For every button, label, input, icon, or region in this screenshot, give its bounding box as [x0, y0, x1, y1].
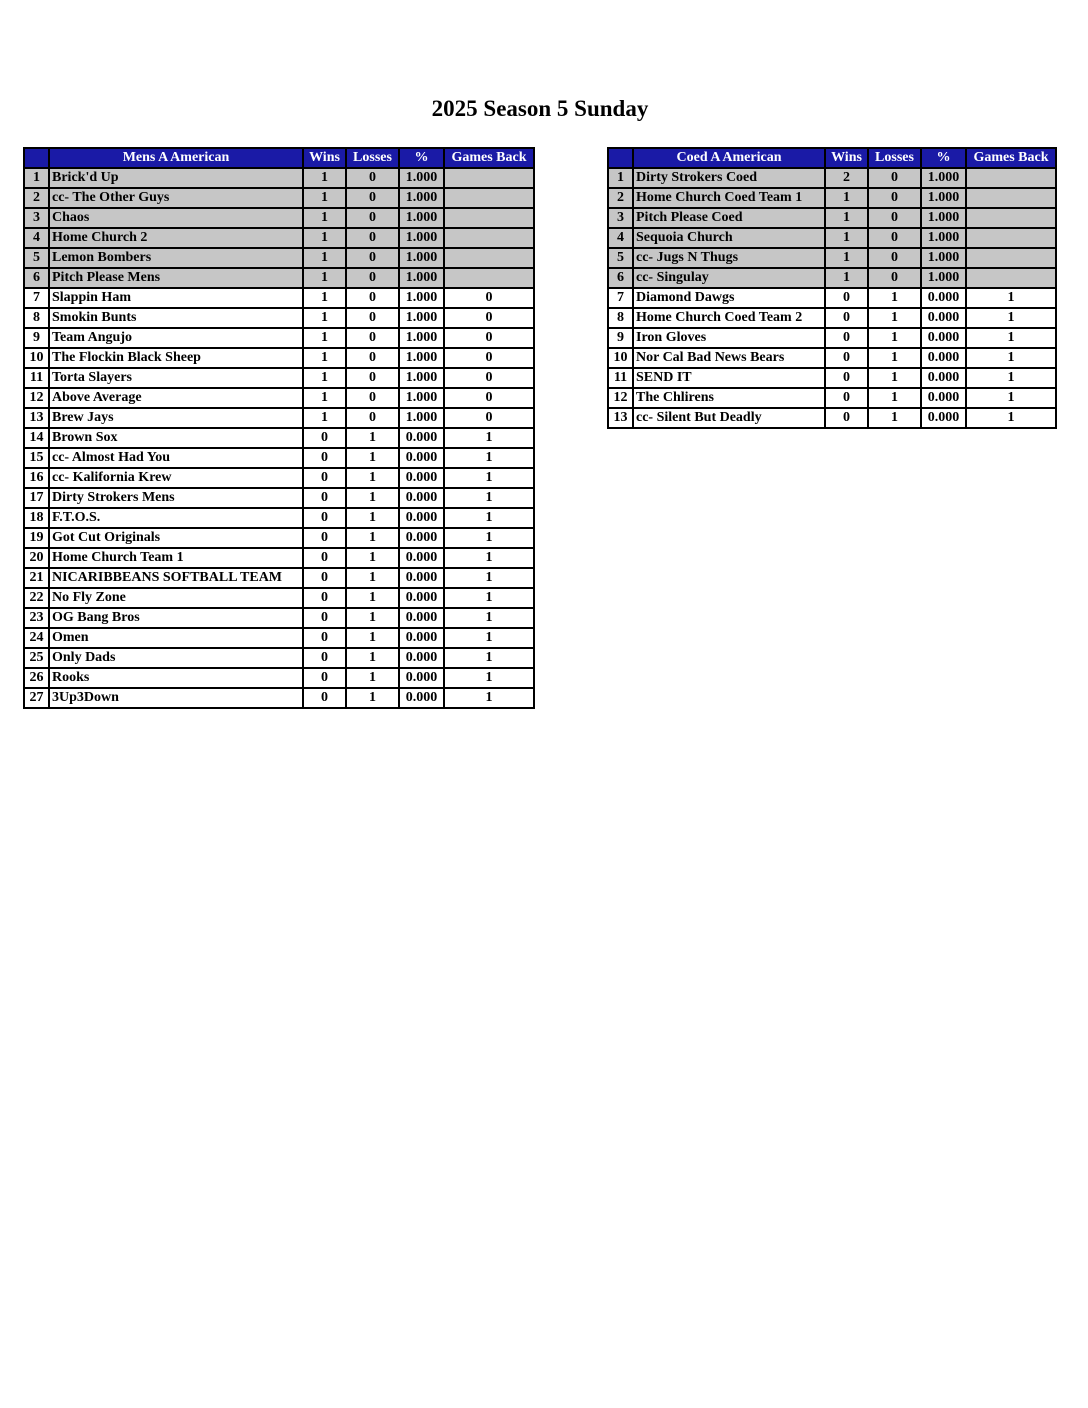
losses-cell: 0	[346, 308, 399, 328]
rank-cell: 10	[24, 348, 49, 368]
rank-cell: 3	[24, 208, 49, 228]
losses-cell: 1	[868, 368, 921, 388]
team-name-cell: Above Average	[49, 388, 303, 408]
table-row	[608, 368, 1056, 388]
table-row	[24, 168, 534, 188]
rank-cell: 1	[608, 168, 633, 188]
team-name-cell: Pitch Please Coed	[633, 208, 825, 228]
losses-cell: 0	[868, 228, 921, 248]
wins-cell: 0	[303, 488, 346, 508]
pct-cell: 0.000	[921, 408, 966, 428]
pct-cell: 1.000	[921, 248, 966, 268]
games-back-cell	[966, 168, 1056, 188]
team-name-cell: Team Angujo	[49, 328, 303, 348]
table-row	[608, 288, 1056, 308]
table-row	[24, 508, 534, 528]
games-back-cell: 1	[444, 448, 534, 468]
pct-header: %	[921, 148, 966, 168]
rank-cell: 3	[608, 208, 633, 228]
pct-cell: 0.000	[399, 628, 444, 648]
losses-cell: 0	[346, 248, 399, 268]
pct-cell: 1.000	[921, 208, 966, 228]
pct-cell: 1.000	[399, 168, 444, 188]
team-name-cell: The Chlirens	[633, 388, 825, 408]
wins-cell: 1	[303, 288, 346, 308]
pct-cell: 0.000	[921, 288, 966, 308]
rank-cell: 11	[608, 368, 633, 388]
pct-cell: 1.000	[921, 188, 966, 208]
pct-cell: 0.000	[921, 328, 966, 348]
losses-cell: 1	[346, 608, 399, 628]
table-row	[608, 388, 1056, 408]
games-back-cell	[966, 188, 1056, 208]
table-row	[24, 608, 534, 628]
games-back-cell	[966, 228, 1056, 248]
team-name-cell: Lemon Bombers	[49, 248, 303, 268]
wins-cell: 1	[303, 328, 346, 348]
games-back-cell	[966, 248, 1056, 268]
rank-cell: 12	[608, 388, 633, 408]
losses-cell: 0	[346, 368, 399, 388]
table-row	[24, 348, 534, 368]
pct-cell: 0.000	[399, 668, 444, 688]
rank-cell: 13	[608, 408, 633, 428]
losses-cell: 0	[346, 168, 399, 188]
team-name-cell: Got Cut Originals	[49, 528, 303, 548]
wins-cell: 0	[303, 588, 346, 608]
losses-header: Losses	[346, 148, 399, 168]
coed-standings-table	[607, 147, 1057, 429]
table-row	[24, 428, 534, 448]
losses-cell: 1	[346, 488, 399, 508]
team-name-cell: Diamond Dawgs	[633, 288, 825, 308]
wins-cell: 0	[303, 528, 346, 548]
wins-cell: 0	[303, 688, 346, 708]
team-name-cell: Dirty Strokers Mens	[49, 488, 303, 508]
pct-cell: 1.000	[399, 368, 444, 388]
pct-header: %	[399, 148, 444, 168]
wins-cell: 1	[303, 208, 346, 228]
table-row	[24, 648, 534, 668]
rank-cell: 20	[24, 548, 49, 568]
losses-cell: 0	[346, 328, 399, 348]
games-back-cell	[444, 208, 534, 228]
wins-cell: 0	[303, 448, 346, 468]
table-row	[24, 368, 534, 388]
team-name-cell: Home Church 2	[49, 228, 303, 248]
games-back-cell: 1	[444, 588, 534, 608]
losses-cell: 1	[868, 388, 921, 408]
games-back-cell	[444, 188, 534, 208]
games-back-cell: 1	[444, 488, 534, 508]
games-back-cell: 0	[444, 388, 534, 408]
table-row	[24, 208, 534, 228]
wins-cell: 1	[303, 168, 346, 188]
games-back-cell: 1	[444, 608, 534, 628]
table-row	[24, 488, 534, 508]
rank-cell: 4	[24, 228, 49, 248]
wins-cell: 0	[303, 568, 346, 588]
losses-cell: 1	[346, 468, 399, 488]
losses-cell: 1	[346, 528, 399, 548]
wins-cell: 0	[303, 468, 346, 488]
games-back-cell: 0	[444, 288, 534, 308]
losses-cell: 1	[346, 688, 399, 708]
table-row	[24, 448, 534, 468]
wins-cell: 0	[303, 508, 346, 528]
team-name-cell: NICARIBBEANS SOFTBALL TEAM	[49, 568, 303, 588]
rank-cell: 8	[608, 308, 633, 328]
losses-cell: 0	[346, 288, 399, 308]
games-back-cell: 1	[444, 548, 534, 568]
pct-cell: 1.000	[399, 188, 444, 208]
games-back-cell: 0	[444, 328, 534, 348]
losses-cell: 1	[868, 308, 921, 328]
losses-cell: 0	[868, 208, 921, 228]
wins-cell: 1	[825, 248, 868, 268]
losses-cell: 1	[346, 588, 399, 608]
pct-cell: 0.000	[399, 428, 444, 448]
wins-cell: 1	[303, 188, 346, 208]
losses-cell: 1	[346, 548, 399, 568]
rank-header	[608, 148, 633, 168]
wins-cell: 1	[303, 368, 346, 388]
team-name-cell: cc- Kalifornia Krew	[49, 468, 303, 488]
wins-cell: 1	[825, 208, 868, 228]
pct-cell: 1.000	[399, 408, 444, 428]
rank-cell: 18	[24, 508, 49, 528]
games-back-cell: 1	[444, 648, 534, 668]
pct-cell: 0.000	[399, 548, 444, 568]
wins-cell: 0	[825, 328, 868, 348]
rank-cell: 2	[608, 188, 633, 208]
wins-cell: 1	[303, 248, 346, 268]
team-name-cell: Brick'd Up	[49, 168, 303, 188]
team-name-cell: Brown Sox	[49, 428, 303, 448]
wins-cell: 0	[825, 348, 868, 368]
wins-cell: 0	[303, 608, 346, 628]
rank-cell: 13	[24, 408, 49, 428]
rank-cell: 6	[24, 268, 49, 288]
pct-cell: 0.000	[399, 468, 444, 488]
games-back-cell	[444, 228, 534, 248]
pct-cell: 0.000	[399, 608, 444, 628]
pct-cell: 1.000	[399, 348, 444, 368]
table-row	[24, 528, 534, 548]
pct-cell: 1.000	[399, 388, 444, 408]
losses-cell: 1	[346, 628, 399, 648]
games-back-cell: 1	[444, 528, 534, 548]
rank-cell: 12	[24, 388, 49, 408]
games-back-cell: 1	[444, 688, 534, 708]
losses-cell: 1	[346, 508, 399, 528]
rank-cell: 15	[24, 448, 49, 468]
games-back-cell: 1	[966, 288, 1056, 308]
table-row	[24, 628, 534, 648]
table-row	[608, 168, 1056, 188]
team-name-cell: cc- Almost Had You	[49, 448, 303, 468]
rank-cell: 10	[608, 348, 633, 368]
wins-cell: 0	[825, 288, 868, 308]
games-back-cell: 1	[444, 628, 534, 648]
team-name-cell: Dirty Strokers Coed	[633, 168, 825, 188]
table-row	[24, 668, 534, 688]
table-row	[608, 208, 1056, 228]
team-name-cell: cc- Singulay	[633, 268, 825, 288]
losses-cell: 0	[346, 388, 399, 408]
pct-cell: 0.000	[399, 508, 444, 528]
table-header-row	[608, 148, 1056, 168]
wins-cell: 1	[825, 228, 868, 248]
losses-cell: 0	[868, 268, 921, 288]
games-back-cell: 1	[444, 508, 534, 528]
table-row	[608, 408, 1056, 428]
table-row	[24, 328, 534, 348]
rank-cell: 19	[24, 528, 49, 548]
games-back-cell	[444, 168, 534, 188]
team-name-cell: Pitch Please Mens	[49, 268, 303, 288]
losses-cell: 0	[868, 168, 921, 188]
games-back-cell: 1	[966, 368, 1056, 388]
team-name-cell: Torta Slayers	[49, 368, 303, 388]
rank-cell: 7	[608, 288, 633, 308]
rank-cell: 22	[24, 588, 49, 608]
team-name-cell: Nor Cal Bad News Bears	[633, 348, 825, 368]
rank-cell: 9	[24, 328, 49, 348]
games-back-cell: 1	[966, 328, 1056, 348]
table-row	[608, 308, 1056, 328]
pct-cell: 1.000	[921, 228, 966, 248]
pct-cell: 1.000	[921, 268, 966, 288]
losses-cell: 0	[346, 348, 399, 368]
rank-cell: 23	[24, 608, 49, 628]
team-name-cell: Home Church Team 1	[49, 548, 303, 568]
rank-cell: 1	[24, 168, 49, 188]
games-back-cell: 1	[966, 388, 1056, 408]
rank-cell: 11	[24, 368, 49, 388]
table-row	[24, 288, 534, 308]
losses-cell: 0	[346, 268, 399, 288]
rank-cell: 25	[24, 648, 49, 668]
team-name-cell: cc- Silent But Deadly	[633, 408, 825, 428]
losses-cell: 1	[868, 328, 921, 348]
table-row	[24, 228, 534, 248]
table-row	[24, 468, 534, 488]
wins-cell: 0	[825, 388, 868, 408]
games-back-cell: 1	[444, 568, 534, 588]
pct-cell: 1.000	[921, 168, 966, 188]
wins-header: Wins	[303, 148, 346, 168]
games-back-cell: 1	[444, 668, 534, 688]
pct-cell: 1.000	[399, 288, 444, 308]
rank-cell: 8	[24, 308, 49, 328]
rank-cell: 26	[24, 668, 49, 688]
team-name-cell: Chaos	[49, 208, 303, 228]
team-name-cell: Home Church Coed Team 2	[633, 308, 825, 328]
pct-cell: 1.000	[399, 308, 444, 328]
table-row	[24, 568, 534, 588]
pct-cell: 0.000	[399, 568, 444, 588]
rank-cell: 9	[608, 328, 633, 348]
losses-cell: 1	[346, 568, 399, 588]
rank-cell: 21	[24, 568, 49, 588]
losses-header: Losses	[868, 148, 921, 168]
wins-cell: 1	[303, 388, 346, 408]
team-name-cell: 3Up3Down	[49, 688, 303, 708]
pct-cell: 1.000	[399, 268, 444, 288]
team-name-cell: The Flockin Black Sheep	[49, 348, 303, 368]
pct-cell: 1.000	[399, 328, 444, 348]
pct-cell: 0.000	[921, 388, 966, 408]
losses-cell: 0	[346, 208, 399, 228]
pct-cell: 0.000	[921, 368, 966, 388]
losses-cell: 1	[868, 288, 921, 308]
losses-cell: 1	[868, 408, 921, 428]
wins-cell: 1	[303, 408, 346, 428]
wins-cell: 0	[303, 648, 346, 668]
wins-cell: 1	[825, 188, 868, 208]
rank-cell: 7	[24, 288, 49, 308]
rank-cell: 5	[24, 248, 49, 268]
wins-cell: 1	[825, 268, 868, 288]
games-back-header: Games Back	[444, 148, 534, 168]
team-name-cell: Home Church Coed Team 1	[633, 188, 825, 208]
pct-cell: 1.000	[399, 248, 444, 268]
page-title: 2025 Season 5 Sunday	[431, 96, 649, 121]
rank-cell: 2	[24, 188, 49, 208]
wins-cell: 1	[303, 348, 346, 368]
games-back-cell: 0	[444, 368, 534, 388]
games-back-cell	[444, 248, 534, 268]
losses-cell: 1	[346, 648, 399, 668]
rank-cell: 17	[24, 488, 49, 508]
wins-cell: 0	[303, 428, 346, 448]
division-header: Mens A American	[49, 148, 303, 168]
wins-cell: 0	[303, 668, 346, 688]
pct-cell: 1.000	[399, 228, 444, 248]
losses-cell: 0	[868, 188, 921, 208]
losses-cell: 0	[346, 408, 399, 428]
rank-cell: 14	[24, 428, 49, 448]
table-row	[608, 228, 1056, 248]
team-name-cell: Only Dads	[49, 648, 303, 668]
games-back-cell: 1	[966, 308, 1056, 328]
table-row	[24, 588, 534, 608]
team-name-cell: F.T.O.S.	[49, 508, 303, 528]
table-row	[608, 268, 1056, 288]
table-row	[608, 328, 1056, 348]
rank-cell: 4	[608, 228, 633, 248]
games-back-header: Games Back	[966, 148, 1056, 168]
team-name-cell: Slappin Ham	[49, 288, 303, 308]
wins-cell: 0	[303, 628, 346, 648]
team-name-cell: Brew Jays	[49, 408, 303, 428]
pct-cell: 0.000	[921, 348, 966, 368]
wins-cell: 0	[303, 548, 346, 568]
table-row	[24, 388, 534, 408]
table-row	[24, 688, 534, 708]
table-row	[24, 268, 534, 288]
team-name-cell: Smokin Bunts	[49, 308, 303, 328]
team-name-cell: Iron Gloves	[633, 328, 825, 348]
team-name-cell: cc- The Other Guys	[49, 188, 303, 208]
table-row	[24, 188, 534, 208]
games-back-cell	[966, 208, 1056, 228]
games-back-cell: 1	[444, 428, 534, 448]
pct-cell: 1.000	[399, 208, 444, 228]
losses-cell: 1	[868, 348, 921, 368]
losses-cell: 0	[868, 248, 921, 268]
table-header-row	[24, 148, 534, 168]
rank-cell: 16	[24, 468, 49, 488]
losses-cell: 0	[346, 228, 399, 248]
games-back-cell: 1	[444, 468, 534, 488]
pct-cell: 0.000	[399, 648, 444, 668]
mens-standings-table	[23, 147, 535, 709]
pct-cell: 0.000	[399, 688, 444, 708]
games-back-cell: 1	[966, 348, 1056, 368]
rank-cell: 6	[608, 268, 633, 288]
team-name-cell: Omen	[49, 628, 303, 648]
games-back-cell: 0	[444, 308, 534, 328]
table-row	[608, 188, 1056, 208]
wins-cell: 0	[825, 368, 868, 388]
wins-cell: 0	[825, 408, 868, 428]
team-name-cell: cc- Jugs N Thugs	[633, 248, 825, 268]
table-row	[24, 308, 534, 328]
games-back-cell: 1	[966, 408, 1056, 428]
rank-cell: 24	[24, 628, 49, 648]
team-name-cell: Sequoia Church	[633, 228, 825, 248]
wins-cell: 2	[825, 168, 868, 188]
table-row	[24, 548, 534, 568]
games-back-cell	[444, 268, 534, 288]
rank-header	[24, 148, 49, 168]
division-header: Coed A American	[633, 148, 825, 168]
table-row	[608, 248, 1056, 268]
losses-cell: 1	[346, 668, 399, 688]
losses-cell: 1	[346, 448, 399, 468]
table-row	[608, 348, 1056, 368]
wins-cell: 0	[825, 308, 868, 328]
team-name-cell: No Fly Zone	[49, 588, 303, 608]
pct-cell: 0.000	[399, 488, 444, 508]
team-name-cell: SEND IT	[633, 368, 825, 388]
games-back-cell: 0	[444, 408, 534, 428]
pct-cell: 0.000	[921, 308, 966, 328]
games-back-cell: 0	[444, 348, 534, 368]
table-row	[24, 248, 534, 268]
team-name-cell: Rooks	[49, 668, 303, 688]
rank-cell: 5	[608, 248, 633, 268]
pct-cell: 0.000	[399, 528, 444, 548]
pct-cell: 0.000	[399, 588, 444, 608]
table-row	[24, 408, 534, 428]
wins-cell: 1	[303, 228, 346, 248]
wins-cell: 1	[303, 268, 346, 288]
losses-cell: 1	[346, 428, 399, 448]
wins-cell: 1	[303, 308, 346, 328]
losses-cell: 0	[346, 188, 399, 208]
games-back-cell	[966, 268, 1056, 288]
pct-cell: 0.000	[399, 448, 444, 468]
rank-cell: 27	[24, 688, 49, 708]
wins-header: Wins	[825, 148, 868, 168]
team-name-cell: OG Bang Bros	[49, 608, 303, 628]
